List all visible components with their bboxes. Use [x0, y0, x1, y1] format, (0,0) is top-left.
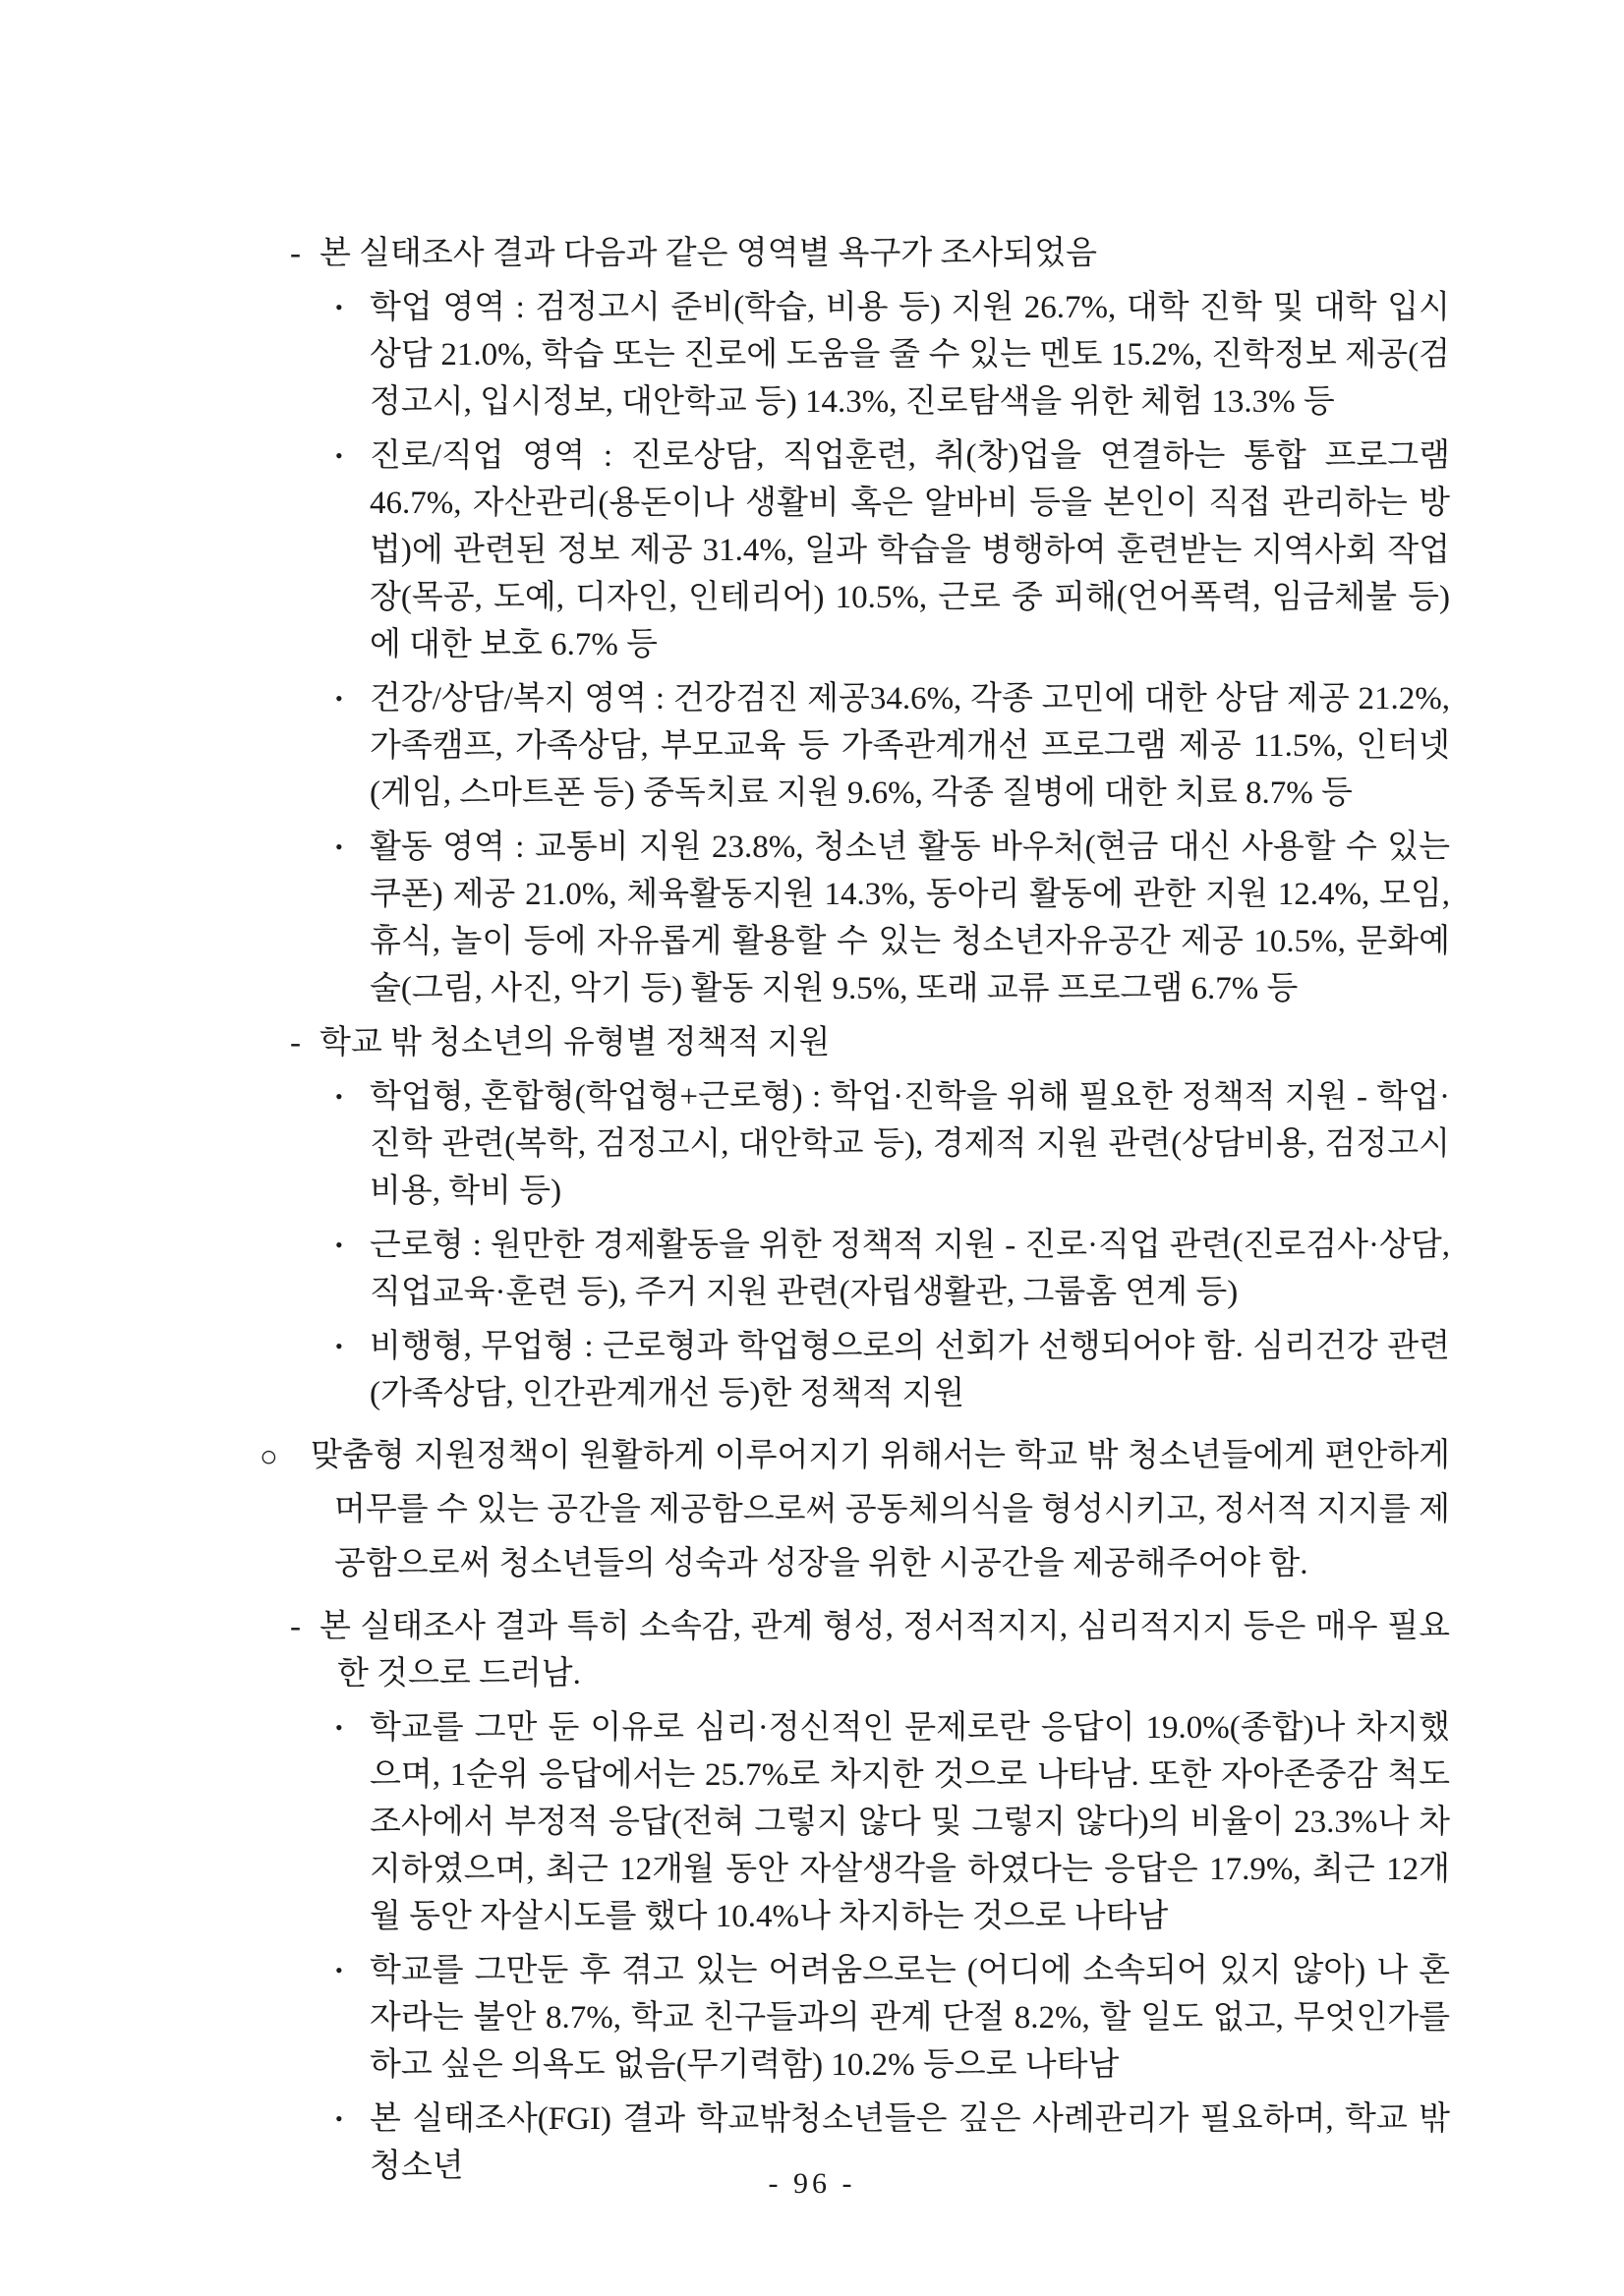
list-item: [0, 284, 1450, 426]
page-number: - 96 -: [768, 2167, 856, 2200]
list-item-text: 학업 영역 : 검정고시 준비(학습, 비용 등) 지원 26.7%, 대학 진학 및 대학 입시 상담 21.0%, 학습 또는 진로에 도움을 줄 수 있는 멘토 15.2%, 진학정보 제공(검정고시, 입시정보, 대안학교 등) 14.3%, 진로탐색을 위한 체험 13.3% 등: [370, 290, 1450, 420]
dash-marker-icon: -: [290, 1025, 301, 1061]
list-item-text: 학교 밖 청소년의 유형별 정책적 지원: [319, 1025, 831, 1061]
list-item: [0, 432, 1450, 668]
list-item-text: 학업형, 혼합형(학업형+근로형) : 학업·진학을 위해 필요한 정책적 지원 - 학업·진학 관련(복학, 검정고시, 대안학교 등), 경제적 지원 관련(상담비용, 검정고시비용, 학비 등): [370, 1079, 1450, 1209]
bullet-marker-icon: •: [335, 443, 343, 468]
bullet-marker-icon: •: [335, 295, 343, 319]
list-item: [0, 1947, 1450, 2089]
bullet-marker-icon: •: [335, 686, 343, 711]
list-item: [0, 1603, 1450, 1697]
list-item-text: 건강/상담/복지 영역 : 건강검진 제공34.6%, 각종 고민에 대한 상담 제공 21.2%, 가족캠프, 가족상담, 부모교육 등 가족관계개선 프로그램 제공 11.5%, 인터넷(게임, 스마트폰 등) 중독치료 지원 9.6%, 각종 질병에 대한 치료 8.7% 등: [370, 681, 1450, 811]
bullet-marker-icon: •: [335, 2106, 343, 2131]
list-item: [0, 1019, 1450, 1066]
bullet-marker-icon: •: [335, 1084, 343, 1109]
list-item: [0, 1429, 1450, 1591]
list-item-text: 활동 영역 : 교통비 지원 23.8%, 청소년 활동 바우처(현금 대신 사용할 수 있는 쿠폰) 제공 21.0%, 체육활동지원 14.3%, 동아리 활동에 관한 지원 12.4%, 모임, 휴식, 놀이 등에 자유롭게 활용할 수 있는 청소년자유공간 제공 10.5%, 문화예술(그림, 사진, 악기 등) 활동 지원 9.5%, 또래 교류 프로그램 6.7% 등: [370, 830, 1450, 1006]
list-item: [0, 1222, 1450, 1316]
bullet-marker-icon: •: [335, 834, 343, 859]
bullet-marker-icon: •: [335, 1715, 343, 1740]
bullet-marker-icon: •: [335, 1958, 343, 1982]
list-item: [0, 1073, 1450, 1215]
list-item-text: 맞춤형 지원정책이 원활하게 이루어지기 위해서는 학교 밖 청소년들에게 편안하게 머무를 수 있는 공간을 제공함으로써 공동체의식을 형성시키고, 정서적 지지를 제공함으로써 청소년들의 성숙과 성장을 위한 시공간을 제공해주어야 함.: [311, 1438, 1450, 1581]
circle-marker-icon: ○: [260, 1439, 278, 1473]
list-item-text: 비행형, 무업형 : 근로형과 학업형으로의 선회가 선행되어야 함. 심리건강 관련(가족상담, 인간관계개선 등)한 정책적 지원: [370, 1329, 1450, 1411]
list-item-text: 학교를 그만 둔 이유로 심리·정신적인 문제로란 응답이 19.0%(종합)나 차지했으며, 1순위 응답에서는 25.7%로 차지한 것으로 나타남. 또한 자아존중감 척도조사에서 부정적 응답(전혀 그렇지 않다 및 그렇지 않다)의 비율이 23.3%나 차지하였으며, 최근 12개월 동안 자살생각을 하였다는 응답은 17.9%, 최근 12개월 동안 자살시도를 했다 10.4%나 차지하는 것으로 나타남: [370, 1710, 1450, 1934]
list-item-text: 근로형 : 원만한 경제활동을 위한 정책적 지원 - 진로·직업 관련(진로검사·상담, 직업교육·훈련 등), 주거 지원 관련(자립생활관, 그룹홈 연계 등): [370, 1228, 1450, 1310]
list-item: [0, 675, 1450, 817]
list-item-text: 본 실태조사 결과 다음과 같은 영역별 욕구가 조사되었음: [319, 236, 1097, 271]
list-item: [0, 1323, 1450, 1417]
document-body: [0, 230, 1450, 2197]
list-item-text: 학교를 그만둔 후 겪고 있는 어려움으로는 (어디에 소속되어 있지 않아) 나 혼자라는 불안 8.7%, 학교 친구들과의 관계 단절 8.2%, 할 일도 없고, 무엇인가를 하고 싶은 의욕도 없음(무기력함) 10.2% 등으로 나타남: [370, 1953, 1450, 2083]
list-item: [0, 1704, 1450, 1940]
list-item-text: 본 실태조사(FGI) 결과 학교밖청소년들은 깊은 사례관리가 필요하며, 학교 밖 청소년: [370, 2101, 1450, 2184]
dash-marker-icon: -: [290, 236, 301, 271]
list-item-text: 본 실태조사 결과 특히 소속감, 관계 형성, 정서적지지, 심리적지지 등은 매우 필요한 것으로 드러남.: [319, 1609, 1450, 1692]
list-item: [0, 230, 1450, 277]
dash-marker-icon: -: [290, 1609, 301, 1644]
bullet-marker-icon: •: [335, 1334, 343, 1358]
bullet-marker-icon: •: [335, 1233, 343, 1257]
list-item: [0, 824, 1450, 1012]
list-item-text: 진로/직업 영역 : 진로상담, 직업훈련, 취(창)업을 연결하는 통합 프로그램 46.7%, 자산관리(용돈이나 생활비 혹은 알바비 등을 본인이 직접 관리하는 방법)에 관련된 정보 제공 31.4%, 일과 학습을 병행하여 훈련받는 지역사회 작업장(목공, 도예, 디자인, 인테리어) 10.5%, 근로 중 피해(언어폭력, 임금체불 등)에 대한 보호 6.7% 등: [370, 438, 1450, 662]
